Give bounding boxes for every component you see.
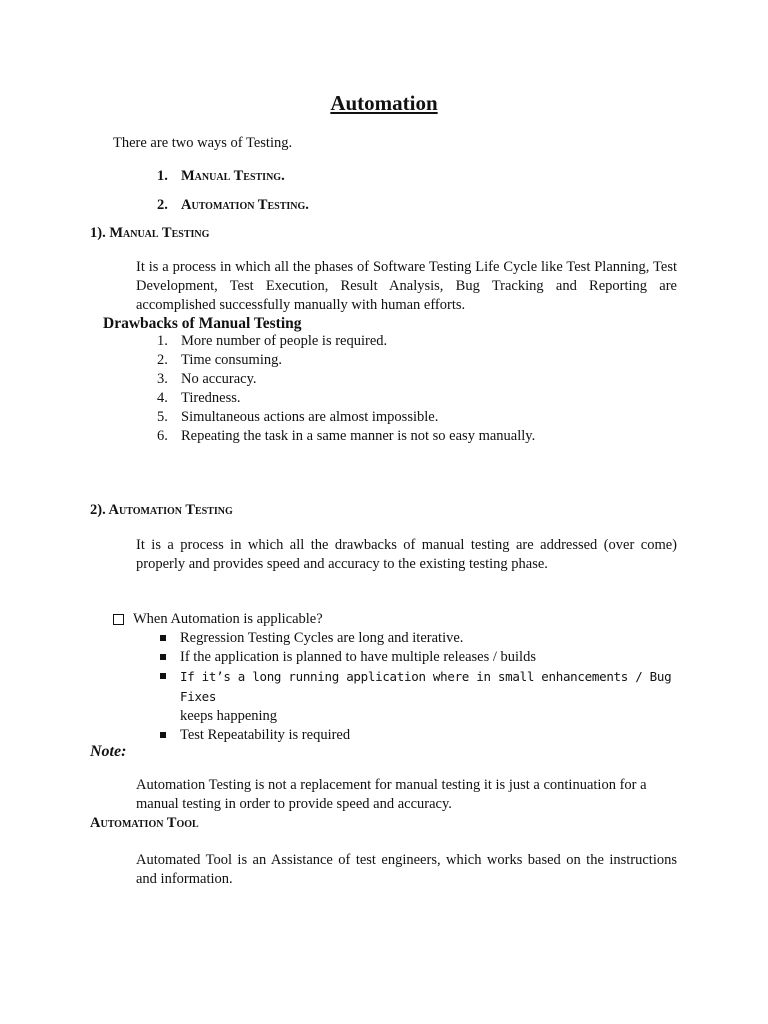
applicable-list bbox=[158, 629, 678, 745]
list-item: Test Repeatability is required bbox=[158, 726, 678, 745]
intro-text: There are two ways of Testing. bbox=[113, 135, 293, 151]
list-item: If it’s a long running application where in small enhancements / Bug Fixes keeps happening bbox=[158, 667, 678, 726]
square-bullet-icon bbox=[160, 635, 166, 641]
automation-tool-heading: Automation Tool bbox=[90, 815, 199, 831]
automation-testing-heading: 2). Automation Testing bbox=[90, 502, 233, 518]
list-item: 1. Manual Testing. bbox=[157, 168, 285, 184]
note-label: Note: bbox=[90, 743, 127, 760]
testing-ways-list bbox=[157, 167, 557, 215]
automation-testing-description: It is a process in which all the drawbacks of manual testing are addressed (over come) properly and provides speed and accuracy to the existing testing phase. bbox=[136, 537, 677, 572]
drawbacks-heading: Drawbacks of Manual Testing bbox=[103, 315, 302, 332]
square-bullet-icon bbox=[160, 732, 166, 738]
square-bullet-icon bbox=[160, 673, 166, 679]
list-item: 4. Tiredness. bbox=[157, 390, 241, 406]
list-item: 1. More number of people is required. bbox=[157, 333, 388, 349]
automation-tool-text: Automated Tool is an Assistance of test engineers, which works based on the instructions and information. bbox=[136, 852, 677, 887]
list-item: 2. Time consuming. bbox=[157, 352, 282, 368]
manual-testing-heading: 1). Manual Testing bbox=[90, 225, 210, 241]
drawbacks-list bbox=[157, 332, 657, 446]
checkbox-icon bbox=[113, 614, 124, 625]
list-item: If the application is planned to have multiple releases / builds bbox=[158, 648, 678, 667]
list-item: 6. Repeating the task in a same manner is not so easy manually. bbox=[157, 428, 536, 444]
page-title: Automation bbox=[330, 91, 438, 115]
manual-testing-description: It is a process in which all the phases of Software Testing Life Cycle like Test Planning, Test Development, Test Execution, Result Analysis, Bug Tracking and Reporting are accomplished successfully manually with human efforts. bbox=[136, 259, 677, 313]
list-item: 5. Simultaneous actions are almost impossible. bbox=[157, 409, 439, 425]
list-item: 3. No accuracy. bbox=[157, 371, 257, 387]
list-item: 2. Automation Testing. bbox=[157, 197, 309, 213]
note-text: Automation Testing is not a replacement for manual testing it is just a continuation for a manual testing in order to provide speed and accuracy. bbox=[136, 777, 647, 812]
square-bullet-icon bbox=[160, 654, 166, 660]
applicable-question: When Automation is applicable? bbox=[113, 610, 323, 629]
list-item: Regression Testing Cycles are long and iterative. bbox=[158, 629, 678, 648]
